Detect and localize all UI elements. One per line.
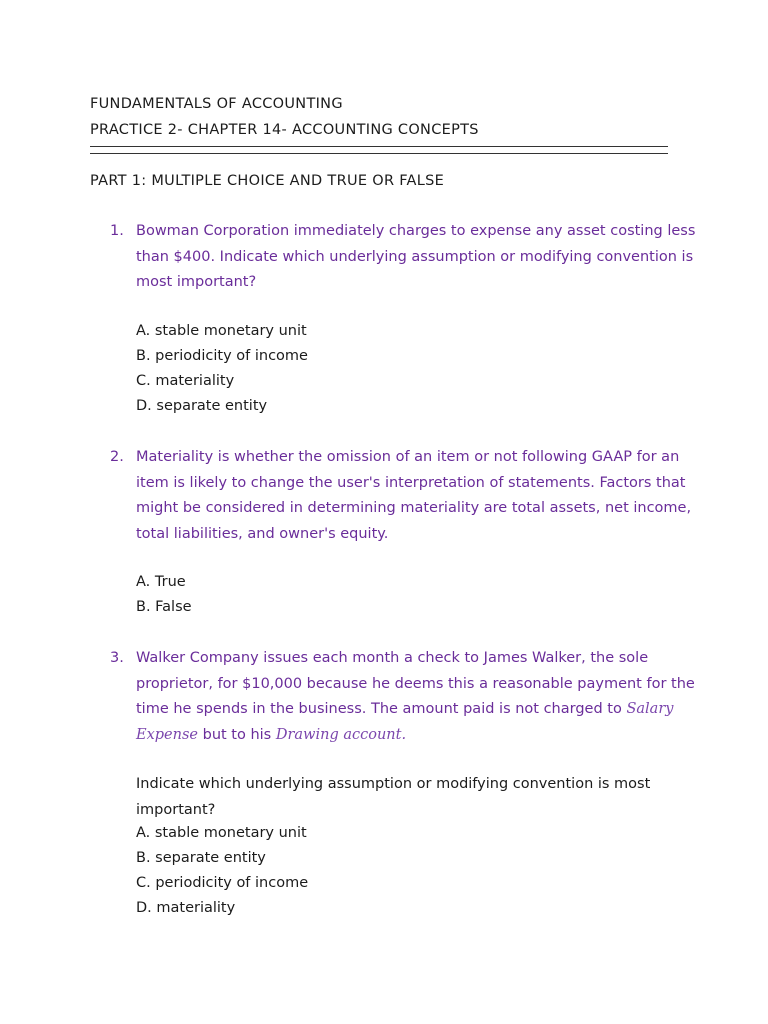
- question-2-line: might be considered in determining materiality are total assets, net income,: [136, 500, 692, 516]
- question-3-number: 3.: [110, 650, 124, 666]
- drawing-account-term: Drawing account.: [275, 726, 407, 743]
- question-2-number: 2.: [110, 449, 124, 465]
- part-heading: PART 1: MULTIPLE CHOICE AND TRUE OR FALSE: [90, 173, 445, 189]
- question-1-line: than $400. Indicate which underlying assumption or modifying convention is: [136, 248, 694, 265]
- salary-term: Salary: [626, 701, 674, 717]
- question-3-line: Walker Company issues each month a check to James Walker, the sole: [136, 650, 649, 666]
- question-1-option-b: B. periodicity of income: [136, 348, 308, 364]
- question-1-line: most important?: [136, 274, 257, 290]
- question-1-number: 1.: [110, 223, 124, 239]
- question-3-prompt-line: important?: [136, 801, 216, 818]
- question-3-option-b: B. separate entity: [136, 850, 266, 866]
- question-1-option-d: D. separate entity: [136, 398, 268, 414]
- question-3-option-c: C. periodicity of income: [136, 875, 309, 891]
- question-3-line: [136, 697, 681, 723]
- question-2-option-a: A. True: [136, 574, 186, 590]
- question-3-line3-text: time he spends in the business. The amount paid is not charged to: [136, 701, 627, 717]
- question-1-line: Bowman Corporation immediately charges to expense any asset costing less: [136, 223, 696, 239]
- question-3-option-a: A. stable monetary unit: [136, 825, 307, 841]
- expense-term: Expense: [136, 726, 198, 743]
- question-3-text: [136, 646, 695, 748]
- double-rule-separator: [90, 146, 668, 154]
- question-1-option-a: A. stable monetary unit: [136, 323, 307, 339]
- question-3-line: proprietor, for $10,000 because he deems this a reasonable payment for the: [136, 675, 695, 692]
- practice-title: PRACTICE 2- CHAPTER 14- ACCOUNTING CONCEPTS: [90, 122, 479, 138]
- question-2-line: total liabilities, and owner's equity.: [136, 525, 389, 542]
- question-3-prompt-line: Indicate which underlying assumption or modifying convention is most: [136, 776, 651, 792]
- course-title: FUNDAMENTALS OF ACCOUNTING: [90, 96, 343, 112]
- question-2-line: item is likely to change the user's interpretation of statements. Factors that: [136, 474, 686, 491]
- question-1-text: [136, 219, 696, 296]
- question-3-prompt: [136, 772, 681, 823]
- question-3-option-d: D. materiality: [136, 900, 236, 916]
- question-3-line: [136, 723, 681, 749]
- question-2-option-b: B. False: [136, 599, 192, 615]
- question-1-option-c: C. materiality: [136, 373, 235, 389]
- question-2-text: [136, 445, 692, 547]
- question-2-line: Materiality is whether the omission of an item or not following GAAP for an: [136, 449, 680, 465]
- question-3-line4-text: but to his: [198, 726, 276, 743]
